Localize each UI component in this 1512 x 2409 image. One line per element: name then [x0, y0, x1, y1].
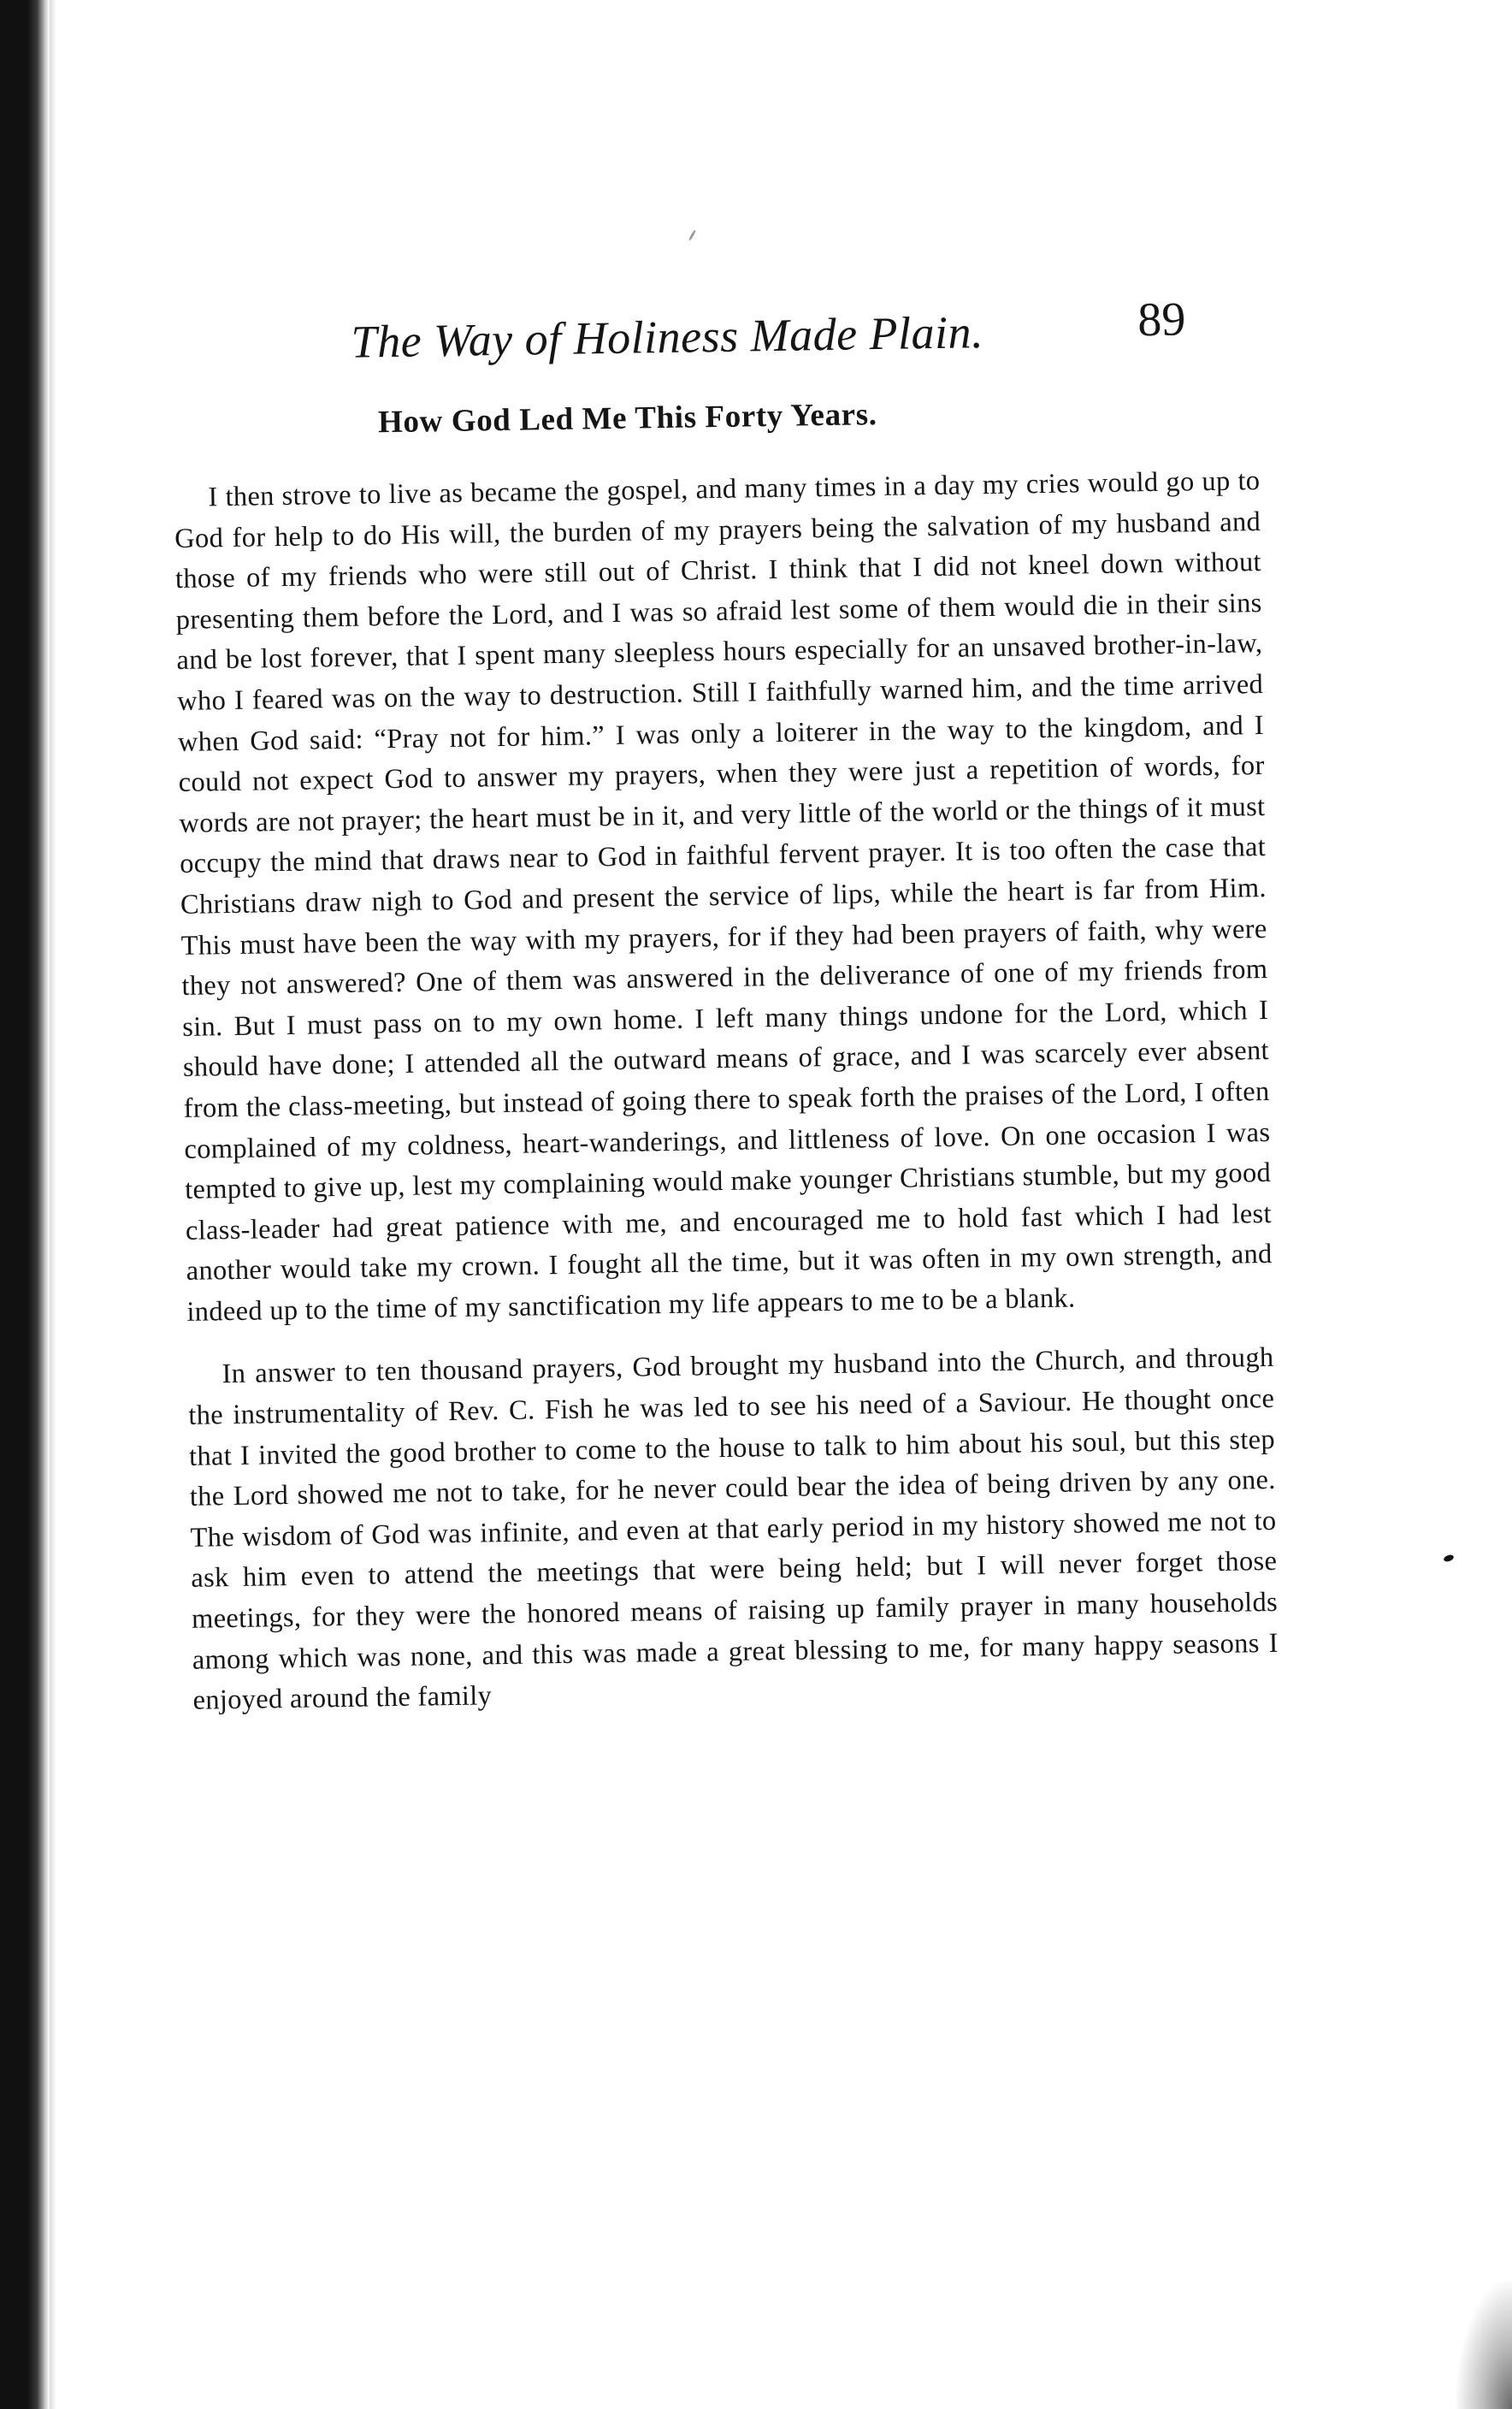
body-paragraph-2: In answer to ten thousand prayers, God brought my husband into the Church, and through the instrumentality of Rev. C. Fish he was led to see his need of a Saviour. He thought once that I invited the good brother to come to the house to talk to him about his soul, but this step the Lord showed me not to take, for he never could bear the idea of being driven by any one. The wisdom of God was infinite, and even at that early period in my history showed me not to ask him even to attend the meetings that were being held; but I will never forget those meetings, for they were the honored means of raising up family prayer in many households among which was none, and this was made a great blessing to me, for many happy seasons I enjoyed around the family: [188, 1342, 1279, 1717]
ink-speck: [1443, 1554, 1455, 1563]
page-gutter-edge: [50, 0, 56, 2409]
book-page: [171, 291, 1279, 1722]
page-number: 89: [1137, 293, 1186, 347]
ink-speck: [688, 229, 697, 241]
page-gutter-shadow: [0, 0, 50, 2409]
section-heading: How God Led Me This Forty Years.: [377, 397, 877, 441]
page-corner-shadow: [1454, 2276, 1512, 2409]
running-title: The Way of Holiness Made Plain.: [351, 306, 984, 368]
running-head: [171, 291, 1258, 387]
body-paragraph-1: I then strove to live as became the gospel, and many times in a day my cries would go up to God for help to do His will, the burden of my prayers being the salvation of my husband and those of my friends who were still out of Christ. I think that I did not kneel down without presenting them before the Lord, and I was so afraid lest some of them would die in their sins and be lost forever, that I spent many sleepless hours especially for an unsaved brother-in-law, who I feared was on the way to destruction. Still I faithfully warned him, and the time arrived when God said: “Pray not for him.” I was only a loiterer in the way to the kingdom, and I could not expect God to answer my prayers, when they were just a repetition of words, for words are not prayer; the heart must be in it, and very little of the world or the things of it must occupy the mind that draws near to God in faithful fervent prayer. It is too often the case that Christians draw nigh to God and present the service of lips, while the heart is far from Him. This must have been the way with my prayers, for if they had been prayers of faith, why were they not answered? One of them was answered in the deliverance of one of my friends from sin. But I must pass on to my own home. I left many things undone for the Lord, which I should have done; I attended all the outward means of grace, and I was scarcely ever absent from the class-meeting, but instead of going there to speak forth the praises of the Lord, I often complained of my coldness, heart-wanderings, and littleness of love. On one occasion I was tempted to give up, lest my complaining would make younger Christians stumble, but my good class-leader had great patience with me, and encouraged me to hold fast which I had lest another would take my crown. I fought all the time, but it was often in my own strength, and indeed up to the time of my sanctification my life appears to me to be a blank.: [174, 465, 1273, 1328]
